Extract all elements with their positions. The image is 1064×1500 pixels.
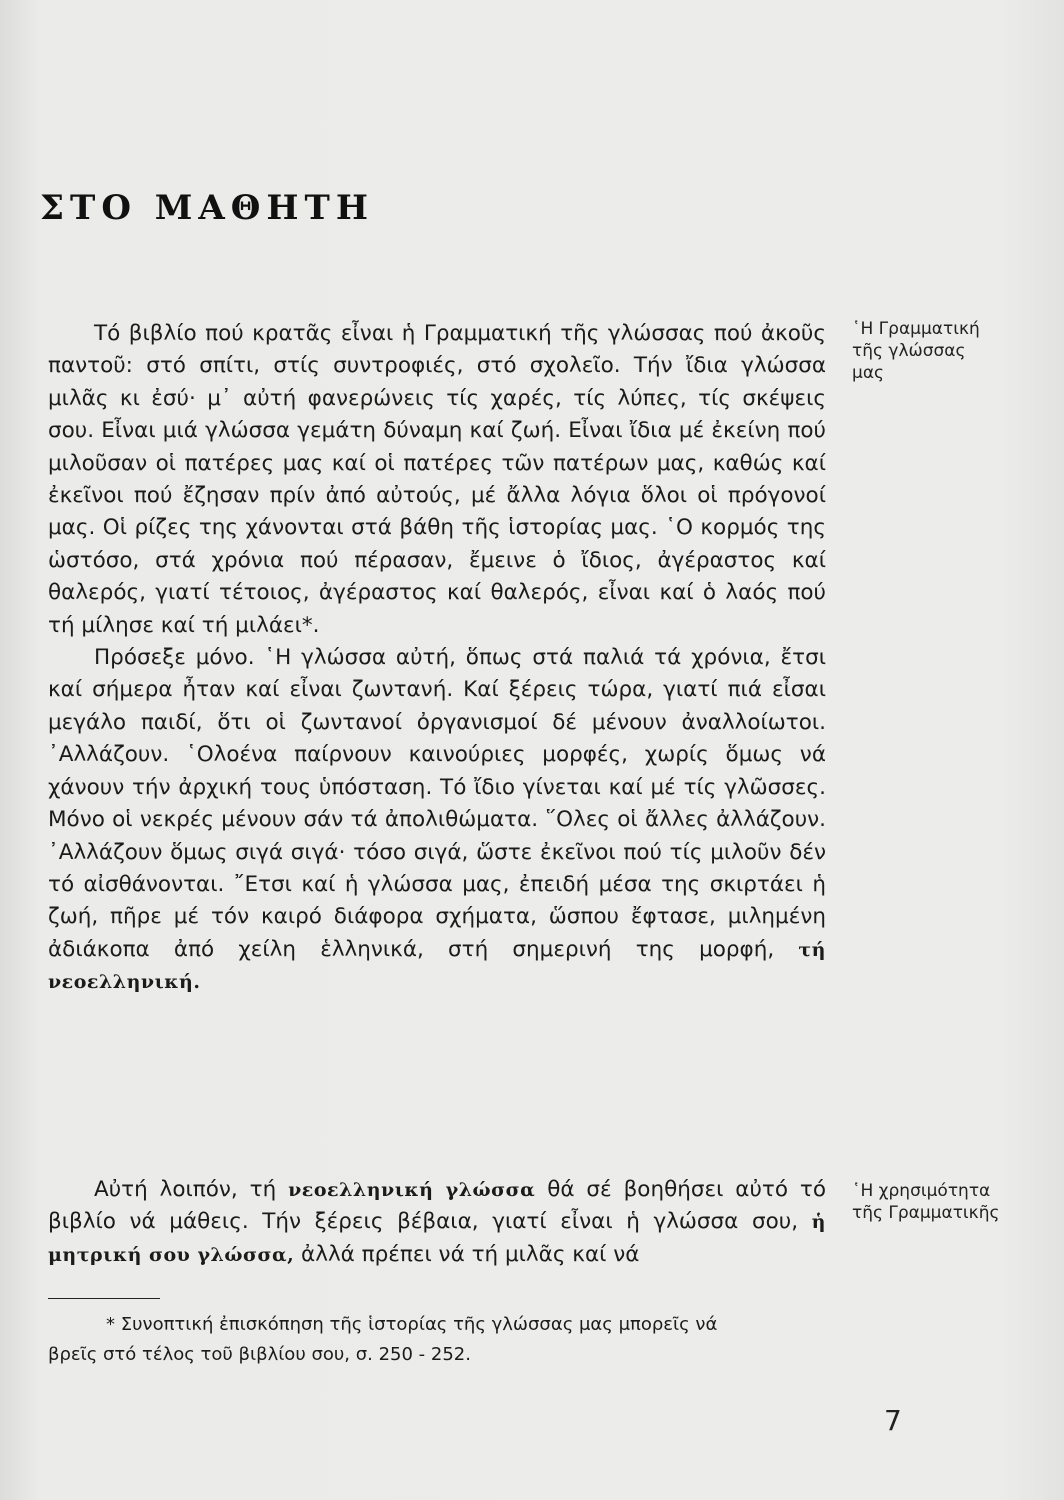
main-text-section-2	[48, 1174, 826, 1271]
margin-note-1-line: ῾Η Γραμματική	[852, 319, 980, 339]
paragraph-2-bold: τή νεοελληνική.	[48, 938, 826, 994]
paragraph-3	[48, 1174, 826, 1271]
footnote-line-2: βρεῖς στό τέλος τοῦ βιβλίου σου, σ. 250 - 252.	[48, 1344, 471, 1365]
paragraph-3-text-c: ἀλλά πρέπει νά τή μιλᾶς καί νά	[301, 1241, 640, 1267]
margin-note-1-line: μας	[852, 363, 884, 383]
margin-note-2-line: ῾Η χρησιμότητα	[852, 1181, 991, 1201]
page-title: ΣΤΟ ΜΑΘΗΤΗ	[40, 188, 374, 228]
footnote-line-1: * Συνοπτική ἐπισκόπηση τῆς ἱστορίας τῆς γλώσσας μας μπορεῖς νά	[106, 1314, 718, 1335]
footnote-divider	[48, 1298, 160, 1299]
margin-note-usefulness	[852, 1180, 1042, 1224]
margin-note-2-line: τῆς Γραμματικῆς	[852, 1203, 1000, 1223]
margin-note-1-line: τῆς γλώσσας	[852, 341, 966, 361]
paragraph-2	[48, 642, 826, 998]
paragraph-3-text-a: Αὐτή λοιπόν, τή	[94, 1177, 277, 1202]
margin-note-grammar	[852, 318, 1042, 384]
paragraph-1: Τό βιβλίο πού κρατᾶς εἶναι ἡ Γραμματική τῆς γλώσσας πού ἀκοῦς παντοῦ: στό σπίτι, στίς συντροφιές, στό σχολεῖο. Τήν ἴδια γλώσσα μιλᾶς κι ἐσύ· μ᾽ αὐτή φανερώνεις τίς χαρές, τίς λύπες, τίς σκέψεις σου. Εἶναι μιά γλώσσα γεμάτη δύναμη καί ζωή. Εἶναι ἴδια μέ ἐκείνη πού μιλοῦσαν οἱ πατέρες μας καί οἱ πατέρες τῶν πατέρων μας, καθώς καί ἐκεῖνοι πού ἔζησαν πρίν ἀπό αὐτούς, μέ ἄλλα λόγια ὅλοι οἱ πρόγονοί μας. Οἱ ρίζες της χάνονται στά βάθη τῆς ἱστορίας μας. ῾Ο κορμός της ὡστόσο, στά χρόνια πού πέρασαν, ἔμεινε ὁ ἴδιος, ἀγέραστος καί θαλερός, γιατί τέτοιος, ἀγέραστος καί θαλερός, εἶναι καί ὁ λαός πού τή μίλησε καί τή μιλάει*.	[48, 321, 826, 638]
page-number: 7	[884, 1404, 902, 1437]
paragraph-3-bold-2: ἡ μητρική σου γλώσσα,	[48, 1211, 826, 1266]
paragraph-3-text-b: θά σέ βοηθήσει αὐτό τό βιβλίο νά μάθεις. Τήν ξέρεις βέβαια, γιατί εἶναι ἡ γλώσσα σου,	[48, 1177, 827, 1235]
footnote	[48, 1310, 828, 1370]
main-text-section-1	[48, 318, 826, 999]
paragraph-3-bold-1: νεοελληνική γλώσσα	[288, 1179, 536, 1201]
paragraph-2-text: Πρόσεξε μόνο. ῾Η γλώσσα αὐτή, ὅπως στά παλιά τά χρόνια, ἔτσι καί σήμερα ἦταν καί εἶναι ζωντανή. Καί ξέρεις τώρα, γιατί πιά εἶσαι μεγάλο παιδί, ὅτι οἱ ζωντανοί ὀργανισμοί δέ μένουν ἀναλλοίωτοι. ᾽Αλλάζουν. ῾Ολοένα παίρνουν καινούριες μορφές, χωρίς ὅμως νά χάνουν τήν ἀρχική τους ὑπόσταση. Τό ἴδιο γίνεται καί μέ τίς γλῶσσες. Μόνο οἱ νεκρές μένουν σάν τά ἀπολιθώματα. ῞Ολες οἱ ἄλλες ἀλλάζουν. ᾽Αλλάζουν ὅμως σιγά σιγά· τόσο σιγά, ὥστε ἐκεῖνοι πού τίς μιλοῦν δέν τό αἰσθάνονται. ῎Ετσι καί ἡ γλώσσα μας, ἐπειδή μέσα της σκιρτάει ἡ ζωή, πῆρε μέ τόν καιρό διάφορα σχήματα, ὥσπου ἔφτασε, μιλημένη ἀδιάκοπα ἀπό χείλη ἑλληνικά, στή σημερινή της μορφή,	[48, 645, 826, 962]
